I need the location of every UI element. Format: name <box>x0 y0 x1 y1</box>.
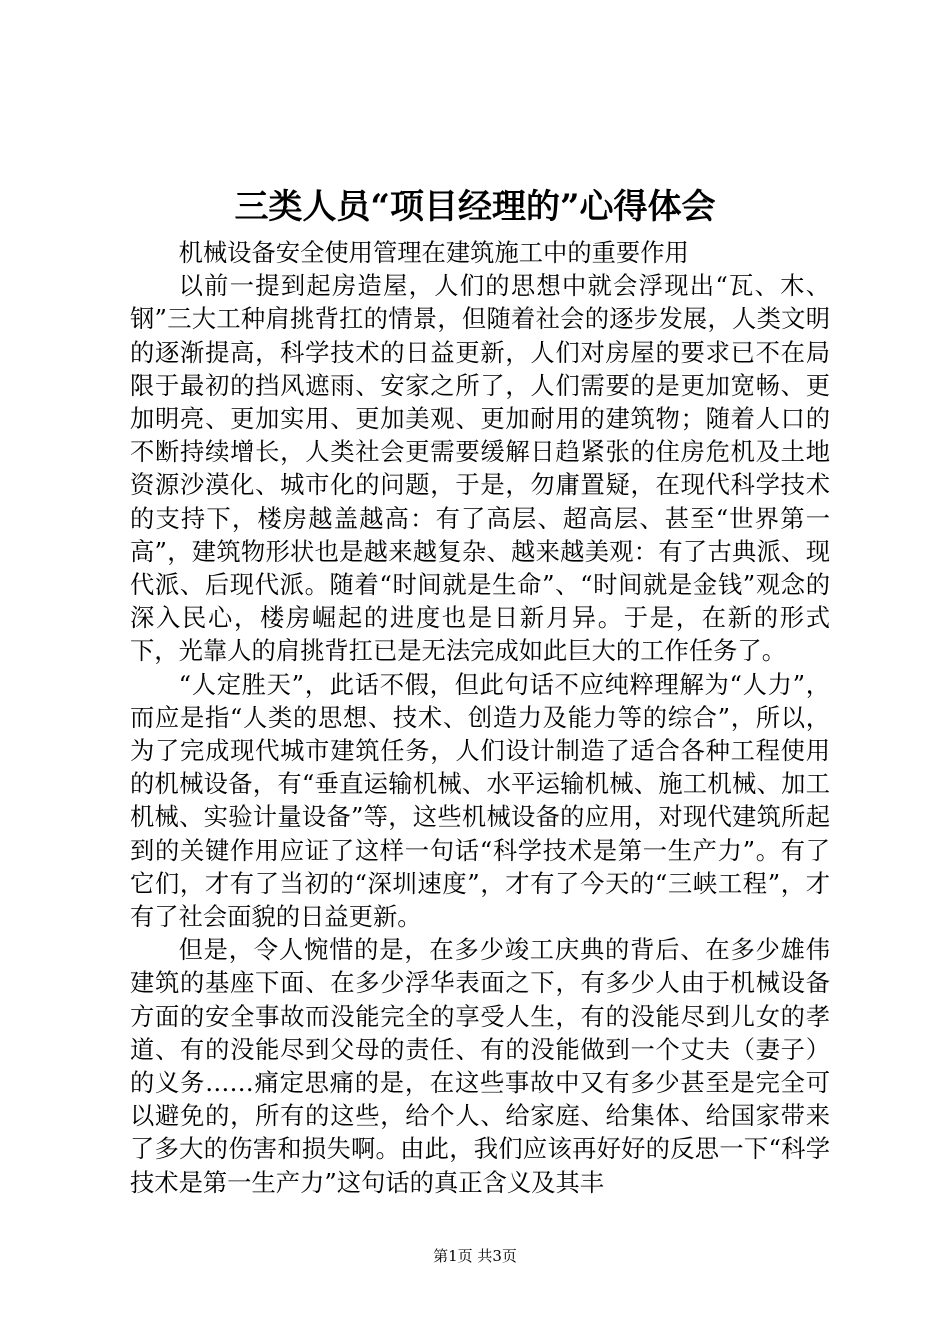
paragraph: 以前一提到起房造屋，人们的思想中就会浮现出“瓦、木、钢”三大工种肩挑背扛的情景，但随着社会的逐步发展，人类文明的逐渐提高，科学技术的日益更新，人们对房屋的要求已不在局限于最初的挡风遮雨、安家之所了，人们需要的是更加宽畅、更加明亮、更加实用、更加美观、更加耐用的建筑物；随着人口的不断持续增长，人类社会更需要缓解日趋紧张的住房危机及土地资源沙漠化、城市化的问题，于是，勿庸置疑，在现代科学技术的支持下，楼房越盖越高：有了高层、超高层、甚至“世界第一高”，建筑物形状也是越来越复杂、越来越美观：有了古典派、现代派、后现代派。随着“时间就是生命”、“时间就是金钱”观念的深入民心，楼房崛起的进度也是日新月异。于是，在新的形式下，光靠人的肩挑背扛已是无法完成如此巨大的工作任务了。 <box>130 271 830 666</box>
page-footer <box>0 1246 950 1266</box>
document-body <box>130 236 830 1199</box>
document-title: 三类人员“项目经理的”心得体会 <box>234 187 716 227</box>
paragraph: 但是，令人惋惜的是，在多少竣工庆典的背后、在多少雄伟建筑的基座下面、在多少浮华表面之下，有多少人由于机械设备方面的安全事故而没能完全的享受人生，有的没能尽到儿女的孝道、有的没能尽到父母的责任、有的没能做到一个丈夫（妻子）的义务……痛定思痛的是，在这些事故中又有多少甚至是完全可以避免的，所有的这些，给个人、给家庭、给集体、给国家带来了多大的伤害和损失啊。由此，我们应该再好好的反思一下“科学技术是第一生产力”这句话的真正含义及其丰 <box>130 935 830 1197</box>
document-subtitle: 机械设备安全使用管理在建筑施工中的重要作用 <box>178 238 689 267</box>
paragraph: “人定胜天”，此话不假，但此句话不应纯粹理解为“人力”，而应是指“人类的思想、技术、创造力及能力等的综合”，所以，为了完成现代城市建筑任务，人们设计制造了适合各种工程使用的机械设备，有“垂直运输机械、水平运输机械、施工机械、加工机械、实验计量设备”等，这些机械设备的应用，对现代建筑所起到的关键作用应证了这样一句话“科学技术是第一生产力”。有了它们，才有了当初的“深圳速度”，才有了今天的“三峡工程”，才有了社会面貌的日益更新。 <box>130 669 830 932</box>
page-indicator: 第1页 共3页 <box>433 1247 517 1265</box>
